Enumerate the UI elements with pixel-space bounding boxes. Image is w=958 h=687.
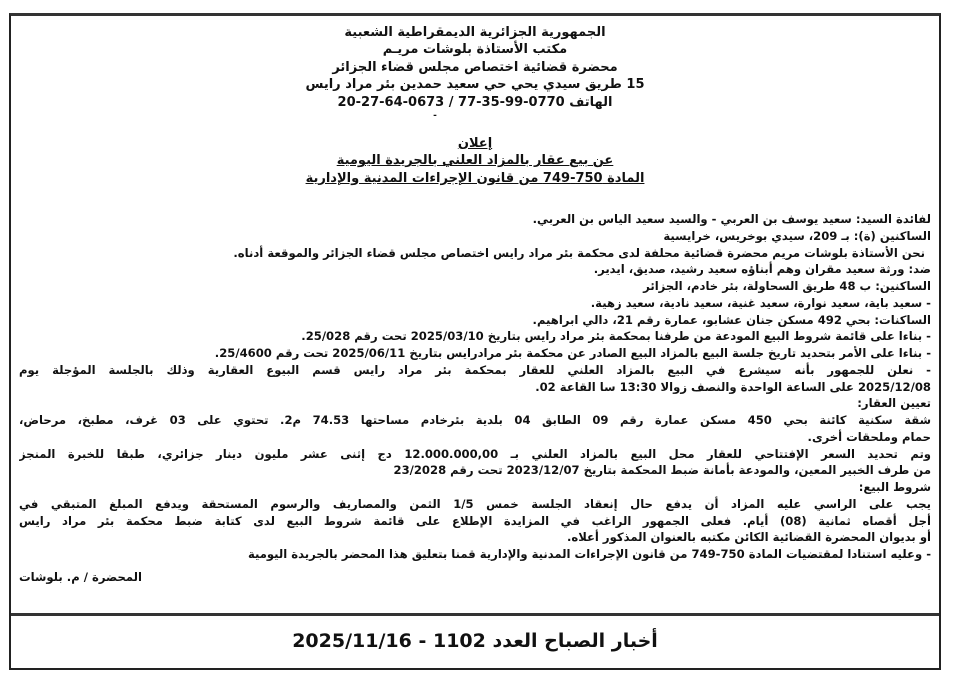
body-line: - نعلن للجمهور بأنه سيشرع في البيع بالمزاد العلني للعقار بمحكمة بئر مراد رايس قسم البيوع العقارية وذلك بالجلسة المؤجلة يوم bbox=[19, 362, 931, 377]
header-line: الهاتف 0770-99-35-77 / 0673-64-27-20 bbox=[337, 94, 613, 110]
body-line: من طرف الخبير المعين، والمودعة بأمانة ضبط المحكمة بتاريخ 2023/12/07 تحت رقم 23/2028 bbox=[393, 463, 931, 478]
body-line: - سعيد باية، سعيد نوارة، سعيد غنية، سعيد نادية، سعيد زهية. bbox=[590, 295, 931, 310]
body-line: حمام وملحقات أخرى. bbox=[807, 429, 931, 444]
notice-header bbox=[11, 24, 939, 187]
notice-subtitle: عن بيع عقار بالمزاد العلني بالجريدة اليومية bbox=[336, 153, 614, 169]
body-line: يجب على الراسي عليه المزاد أن يدفع حال إنعقاد الجلسة خمس 1/5 الثمن والمصاريف والرسوم المستحقة ويدفع المبلغ المتبقي في bbox=[19, 496, 931, 511]
header-line: 15 طريق سيدي يحي حي سعيد حمدين بئر مراد رايس bbox=[305, 77, 645, 93]
section-heading: تعيين العقار: bbox=[857, 396, 931, 411]
body-line: ضد: ورثة سعيد مقران وهم أبناؤه سعيد رشيد، صديق، ايدير. bbox=[593, 262, 931, 277]
body-line: أجل أقصاه ثمانية (08) أيام. فعلى الجمهور الراغب في المزايدة الإطلاع على قائمة شروط البيع لدى كتابة ضبط محكمة بئر مراد رايس bbox=[19, 513, 931, 528]
body-line: - وعليه استنادا لمقتضيات المادة 750-749 من قانون الإجراءات المدنية والإدارية قمنا بتعليق هذا المحضر بالجريدة اليومية bbox=[247, 547, 931, 561]
body-line: - بناءا على قائمة شروط البيع المودعة من طرفنا بمحكمة بئر مراد رايس بتاريخ 2025/03/10 تحت رقم 25/028. bbox=[301, 329, 931, 344]
notice-body bbox=[19, 211, 931, 586]
newspaper-footer bbox=[11, 613, 939, 668]
body-line: شقة سكنية كائنة بحي 450 مسكن عمارة رقم 09 الطابق 04 بلدية بئرخادم مساحتها 74.53 م2. تحتوي على 03 غرف، مطبخ، مرحاض، bbox=[19, 413, 931, 427]
footer-issue-date: أخبار الصباح العدد 1102 - 2025/11/16 bbox=[292, 630, 658, 652]
header-line: الجمهورية الجزائرية الديمقراطية الشعبية bbox=[344, 25, 606, 40]
body-line: 2025/12/08 على الساعة الواحدة والنصف زوالا 13:30 سا القاعة 02. bbox=[535, 379, 931, 394]
legal-notice bbox=[9, 13, 941, 670]
body-line: نحن الأستاذة بلوشات مريم محضرة قضائية محلفة لدى محكمة بئر مراد رايس اختصاص مجلس قضاء الجزائر والموقعة أدناه. bbox=[233, 245, 925, 260]
signature: المحضرة / م. بلوشات bbox=[19, 569, 142, 584]
body-line: الساكنين (ة): بـ 209، سيدي بوخريس، خرايسية bbox=[663, 228, 931, 243]
header-line: مكتب الأستاذة بلوشات مريـم bbox=[382, 42, 568, 58]
header-dot: - bbox=[433, 111, 437, 122]
notice-article: المادة 750-749 من قانون الإجراءات المدنية والإدارية bbox=[305, 170, 645, 186]
body-line: - بناءا على الأمر بتحديد تاريخ جلسة البيع بالمزاد البيع الصادر عن محكمة بئر مرادرايس بتاريخ 2025/06/11 تحت رقم 25/4600. bbox=[214, 346, 931, 360]
body-line: أو بديوان المحضرة القضائية الكائن مكتبه بالعنوان المذكور أعلاه. bbox=[566, 530, 931, 545]
body-line: لفائدة السيد: سعيد يوسف بن العربي - والسيد سعيد الياس بن العربي. bbox=[532, 212, 931, 226]
section-heading: شروط البيع: bbox=[858, 480, 931, 494]
body-line: الساكنات: بحي 492 مسكن جنان عشابو، عمارة رقم 21، دالي ابراهيم. bbox=[532, 312, 931, 327]
body-line: وتم تحديد السعر الإفتتاحي للعقار محل البيع بالمزاد العلني بـ 12.000.000,00 دج إثنى عشر مليون دينار جزائري، طبقا للخبرة المنجز bbox=[19, 446, 931, 461]
body-line: الساكنين: ب 48 طريق السحاولة، بئر خادم، الجزائر bbox=[643, 279, 931, 293]
notice-title: إعلان bbox=[457, 136, 493, 152]
header-line: محضرة قضائية اختصاص مجلس قضاء الجزائر bbox=[332, 59, 618, 75]
